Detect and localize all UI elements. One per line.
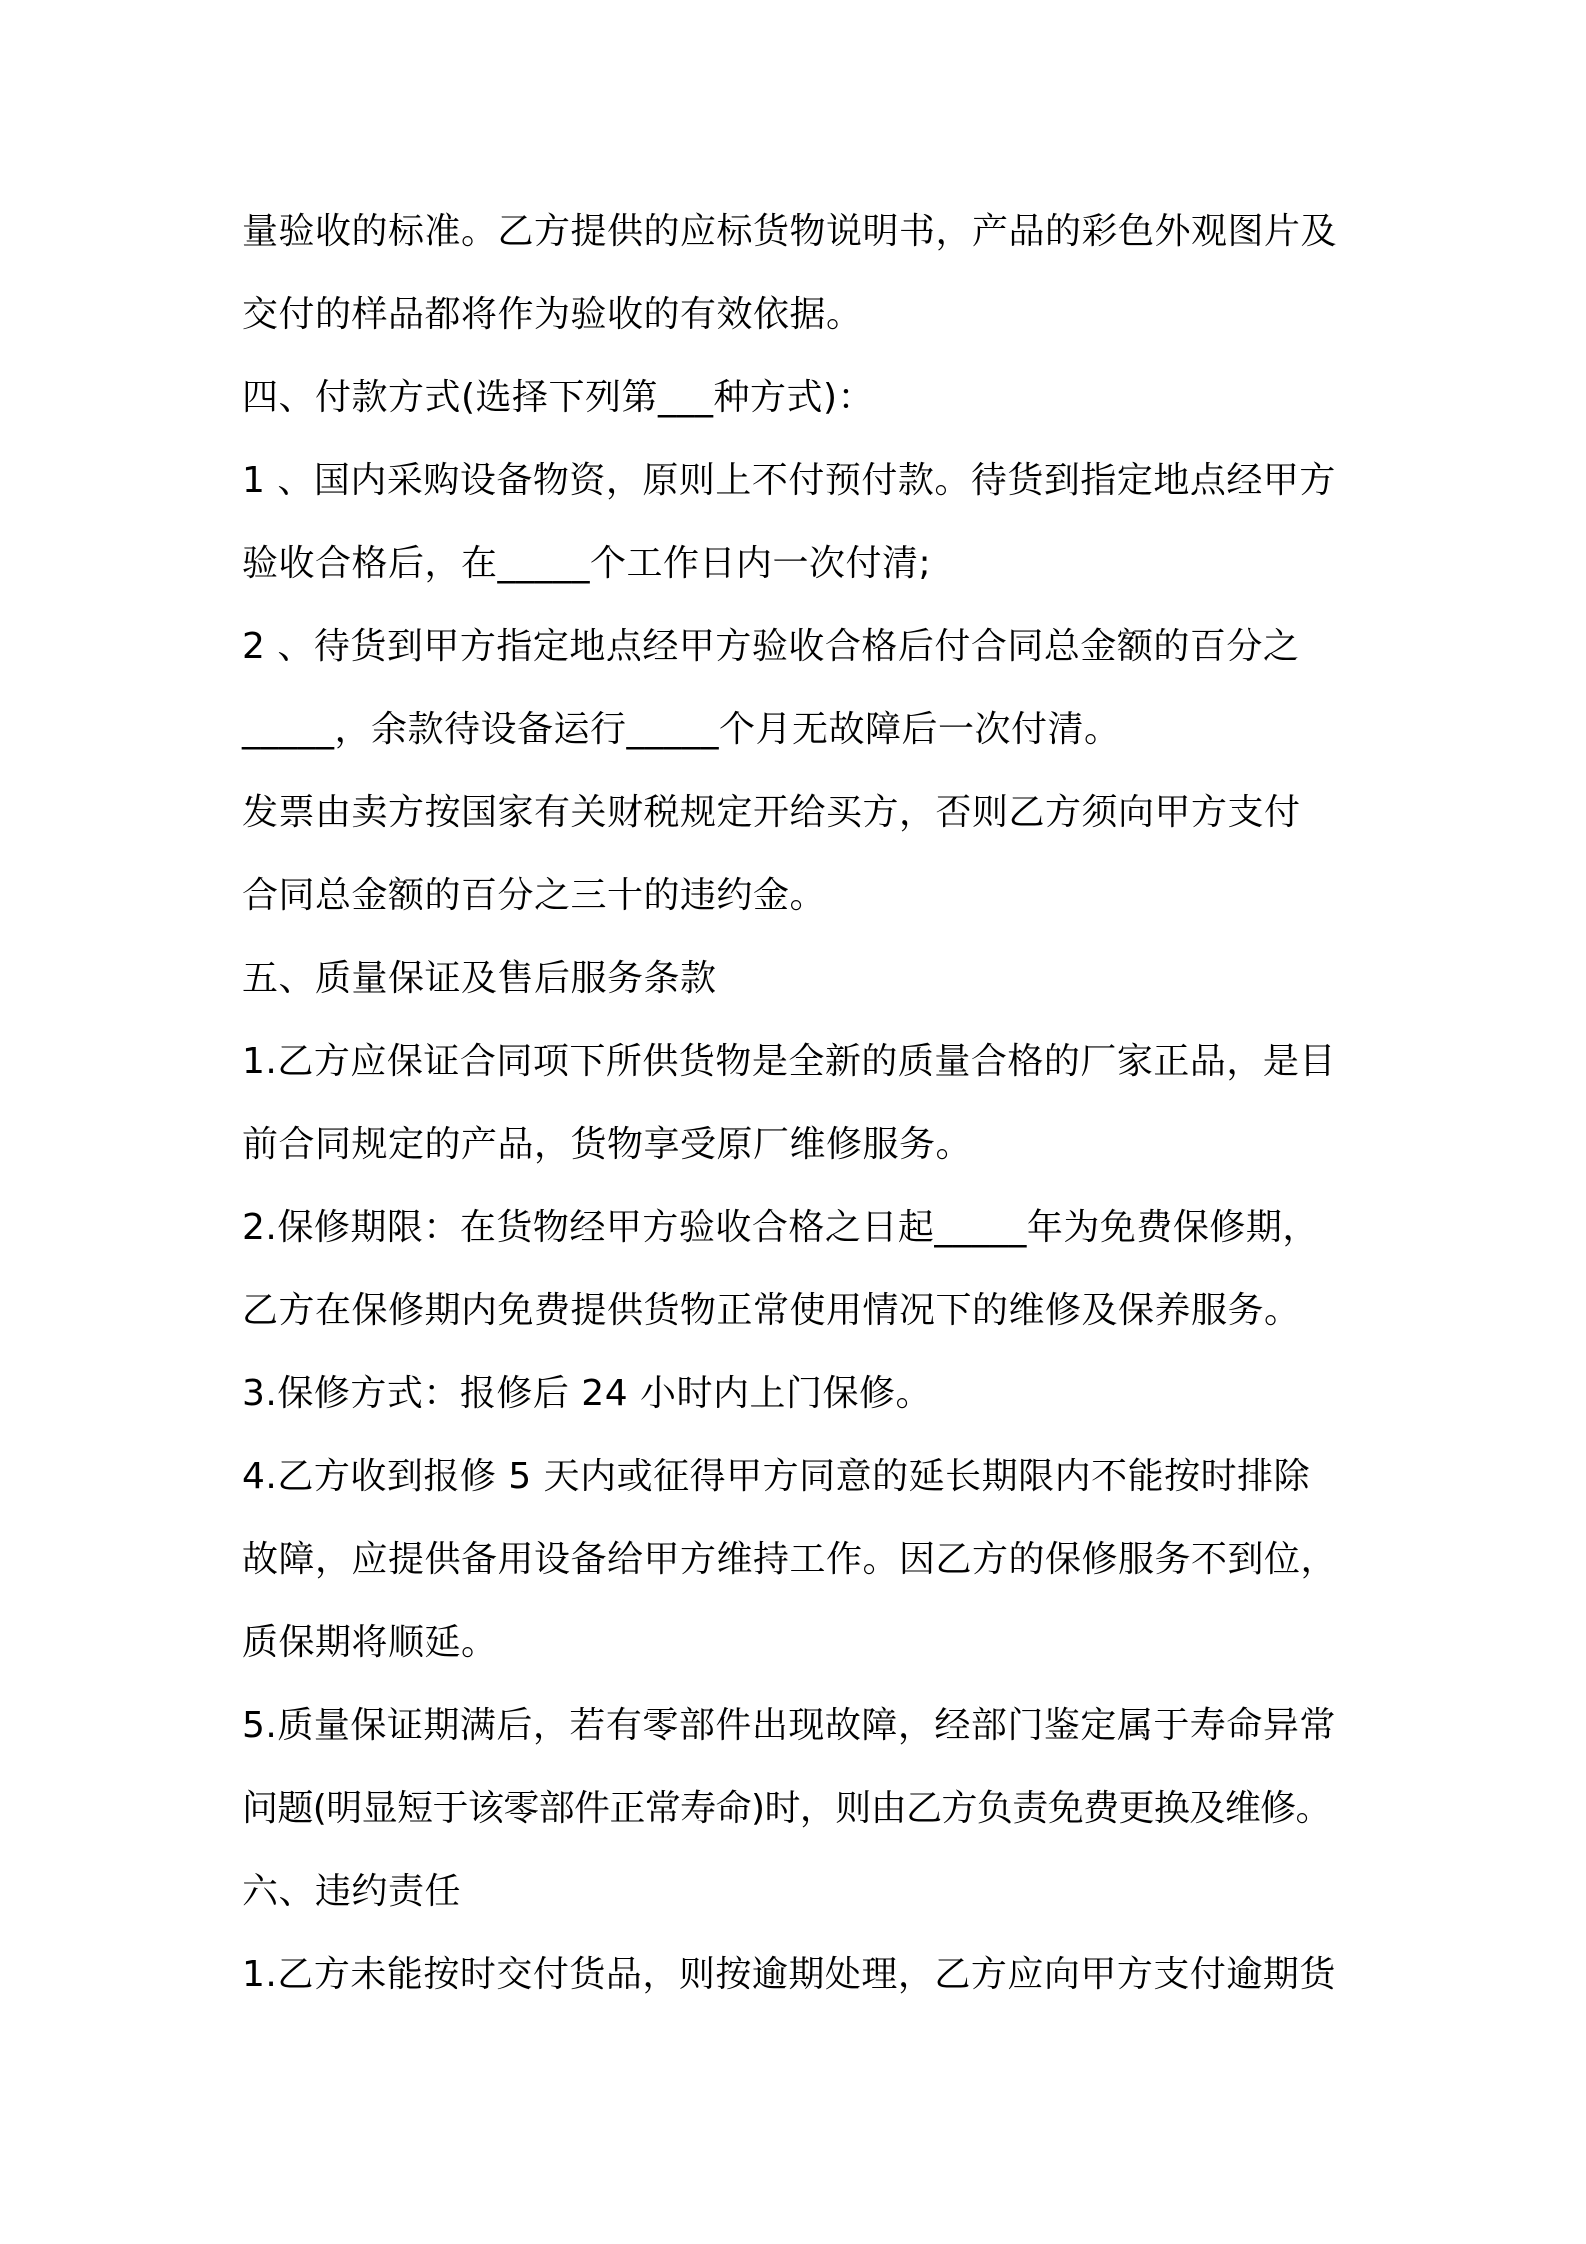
text-line: 合同总金额的百分之三十的违约金。: [242, 875, 827, 916]
text-line: 乙方在保修期内免费提供货物正常使用情况下的维修及保养服务。: [242, 1290, 1301, 1331]
text-line: 2.保修期限：在货物经甲方验收合格之日起_____年为免费保修期，: [242, 1207, 1319, 1248]
text-line: 1.乙方未能按时交付货品，则按逾期处理，乙方应向甲方支付逾期货: [242, 1954, 1336, 1995]
text-line: _____，余款待设备运行_____个月无故障后一次付清。: [242, 709, 1121, 750]
text-line: 质保期将顺延。: [242, 1622, 498, 1663]
text-line: 2 、待货到甲方指定地点经甲方验收合格后付合同总金额的百分之: [242, 626, 1300, 667]
contract-text-body: [242, 190, 1372, 2016]
text-line: 问题(明显短于该零部件正常寿命)时，则由乙方负责免费更换及维修。: [242, 1788, 1331, 1829]
section-heading-warranty: 五、质量保证及售后服务条款: [242, 958, 717, 999]
text-line: 4.乙方收到报修 5 天内或征得甲方同意的延长期限内不能按时排除: [242, 1456, 1311, 1497]
text-line: 交付的样品都将作为验收的有效依据。: [242, 294, 863, 335]
text-line: 验收合格后，在_____个工作日内一次付清;: [242, 543, 932, 584]
text-line: 1.乙方应保证合同项下所供货物是全新的质量合格的厂家正品，是目: [242, 1041, 1336, 1082]
text-line: 1 、国内采购设备物资，原则上不付预付款。待货到指定地点经甲方: [242, 460, 1336, 501]
text-line: 5.质量保证期满后，若有零部件出现故障，经部门鉴定属于寿命异常: [242, 1705, 1336, 1746]
text-line: 前合同规定的产品，货物享受原厂维修服务。: [242, 1124, 973, 1165]
section-heading-payment: 四、付款方式(选择下列第___种方式)：: [242, 377, 875, 418]
text-line: 故障，应提供备用设备给甲方维持工作。因乙方的保修服务不到位，: [242, 1539, 1338, 1580]
text-line: 发票由卖方按国家有关财税规定开给买方，否则乙方须向甲方支付: [242, 792, 1301, 833]
text-line: 3.保修方式：报修后 24 小时内上门保修。: [242, 1373, 933, 1414]
section-heading-liability: 六、违约责任: [242, 1871, 462, 1912]
text-line: 量验收的标准。乙方提供的应标货物说明书，产品的彩色外观图片及: [242, 211, 1338, 252]
